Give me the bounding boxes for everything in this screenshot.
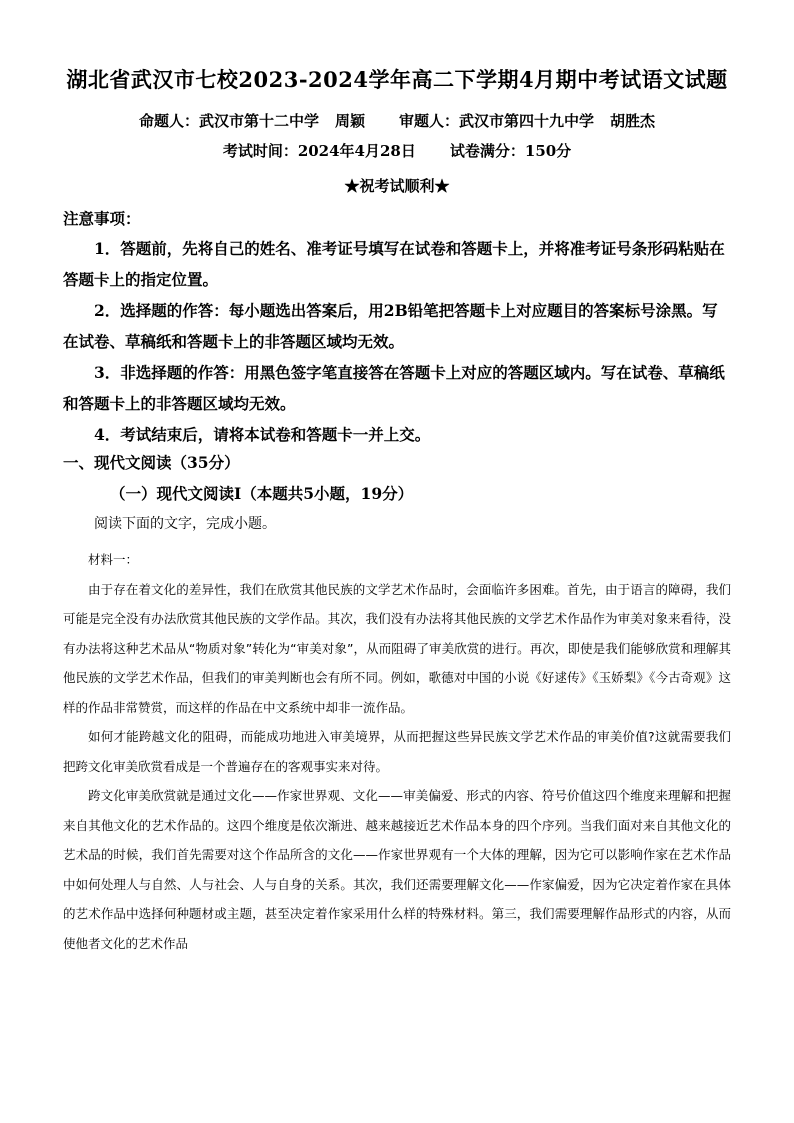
subsection-heading: （一）现代文阅读Ⅰ（本题共5小题，19分） [110, 484, 414, 503]
reviewer-school: 武汉市第四十九中学 [459, 112, 595, 130]
exam-time: 考试时间：2024年4月28日 [222, 142, 416, 160]
full-score: 试卷满分：150分 [449, 142, 572, 160]
reviewer-label: 审题人： [399, 112, 460, 130]
notice-list [63, 233, 731, 450]
article-paragraph: 如何才能跨越文化的阻碍，而能成功地进入审美境界，从而把握这些异民族文学艺术作品的审美价值?这就需要我们把跨文化审美欣赏看成是一个普遍存在的客观事实来对待。 [63, 729, 731, 774]
good-luck-wish: ★祝考试顺利★ [344, 177, 450, 195]
section-heading: 一、现代文阅读（35分） [63, 453, 240, 472]
material-label: 材料一： [88, 552, 139, 567]
author-line [0, 110, 794, 131]
notice-item: 3．非选择题的作答：用黑色签字笔直接答在答题卡上对应的答题区域内。写在试卷、草稿纸和答题卡上的非答题区域均无效。 [63, 363, 725, 413]
exam-info-line [0, 140, 794, 161]
notice-item: 4．考试结束后，请将本试卷和答题卡一并上交。 [94, 425, 431, 444]
notice-heading: 注意事项： [63, 209, 141, 228]
notice-item: 2．选择题的作答：每小题选出答案后，用2B铅笔把答题卡上对应题目的答案标号涂黑。写在试卷、草稿纸和答题卡上的非答题区域均无效。 [63, 301, 718, 351]
setter-name: 周颖 [334, 112, 365, 130]
page-title: 湖北省武汉市七校2023-2024学年高二下学期4月期中考试语文试题 [66, 67, 728, 92]
setter-school: 武汉市第十二中学 [198, 112, 319, 130]
article-paragraph: 由于存在着文化的差异性，我们在欣赏其他民族的文学艺术作品时，会面临许多困难。首先，由于语言的障碍，我们可能是完全没有办法欣赏其他民族的文学作品。其次，我们没有办法将其他民族的文学艺术作品作为审美对象来看待，没有办法将这种艺术品从“物质对象”转化为“审美对象”，从而阻碍了审美欣赏的进行。再次，即使是我们能够欣赏和理解其他民族的文学艺术作品，但我们的审美判断也会有所不同。例如，歌德对中国的小说《好逑传》《玉娇梨》《今古奇观》这样的作品非常赞赏，而这样的作品在中文系统中却非一流作品。 [63, 581, 731, 715]
article-paragraph: 跨文化审美欣赏就是通过文化——作家世界观、文化——审美偏爱、形式的内容、符号价值这四个维度来理解和把握来自其他文化的艺术作品的。这四个维度是依次渐进、越来越接近艺术作品本身的四个序列。当我们面对来自其他文化的艺术品的时候，我们首先需要对这个作品所含的文化——作家世界观有一个大体的理解，因为它可以影响作家在艺术作品中如何处理人与自然、人与社会、人与自身的关系。其次，我们还需要理解文化——作家偏爱，因为它决定着作家在具体的艺术作品中选择何种题材或主题，甚至决定着作家采用什么样的特殊材料。第三，我们需要理解作品形式的内容，从而使他者文化的艺术作品 [63, 788, 731, 951]
reading-instruction: 阅读下面的文字，完成小题。 [94, 516, 276, 532]
setter-label: 命题人： [138, 112, 199, 130]
reading-material [63, 545, 731, 958]
notice-item: 1．答题前，先将自己的姓名、准考证号填写在试卷和答题卡上，并将准考证号条形码粘贴在答题卡上的指定位置。 [63, 239, 725, 289]
reviewer-name: 胡胜杰 [610, 112, 656, 130]
